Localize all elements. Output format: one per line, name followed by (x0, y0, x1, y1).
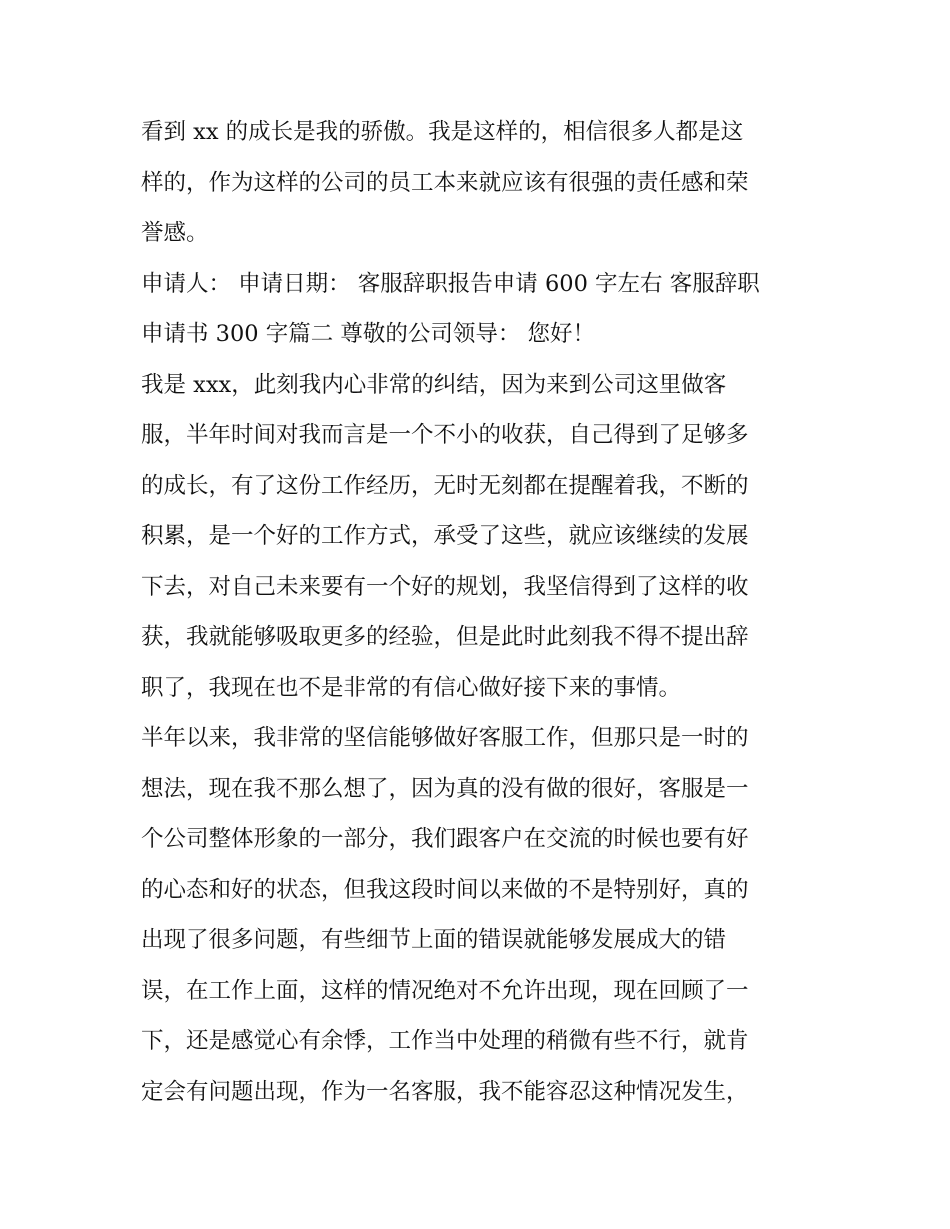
text-line: 定会有问题出现，作为一名客服，我不能容忍这种情况发生， (141, 1078, 749, 1105)
text-line: 半年以来，我非常的坚信能够做好客服工作，但那只是一时的 (141, 725, 749, 751)
text-line: 误，在工作上面，这样的情况绝对不允许出现，现在回顾了一 (141, 977, 749, 1004)
text-line: 出现了很多问题，有些细节上面的错误就能够发展成大的错 (141, 927, 727, 953)
text-line: 个公司整体形象的一部分，我们跟客户在交流的时候也要有好 (141, 826, 749, 852)
text-line: 下去，对自己未来要有一个好的规划，我坚信得到了这样的收 (141, 573, 749, 600)
text-line: 誉感。 (141, 220, 209, 246)
text-line: 申请人： 申请日期： 客服辞职报告申请 600 字左右 客服辞职 (141, 270, 760, 297)
text-line: 的心态和好的状态，但我这段时间以来做的不是特别好，真的 (141, 876, 749, 903)
text-line: 我是 xxx，此刻我内心非常的纠结，因为来到公司这里做客 (141, 371, 727, 398)
text-line: 服，半年时间对我而言是一个不小的收获，自己得到了足够多 (141, 422, 749, 448)
text-line: 的成长，有了这份工作经历，无时无刻都在提醒着我，不断的 (141, 472, 749, 499)
document-body (141, 107, 811, 1117)
text-line: 申请书 300 字篇二 尊敬的公司领导： 您好！ (141, 321, 596, 347)
text-line: 看到 xx 的成长是我的骄傲。我是这样的，相信很多人都是这 (141, 119, 744, 145)
text-line: 样的，作为这样的公司的员工本来就应该有很强的责任感和荣 (141, 169, 749, 196)
text-line: 职了，我现在也不是非常的有信心做好接下来的事情。 (141, 674, 682, 701)
text-line: 想法，现在我不那么想了，因为真的没有做的很好，客服是一 (141, 775, 749, 802)
text-line: 积累，是一个好的工作方式，承受了这些，就应该继续的发展 (141, 523, 749, 549)
text-line: 下，还是感觉心有余悸，工作当中处理的稍微有些不行，就肯 (141, 1028, 749, 1054)
text-line: 获，我就能够吸取更多的经验，但是此时此刻我不得不提出辞 (141, 624, 749, 650)
